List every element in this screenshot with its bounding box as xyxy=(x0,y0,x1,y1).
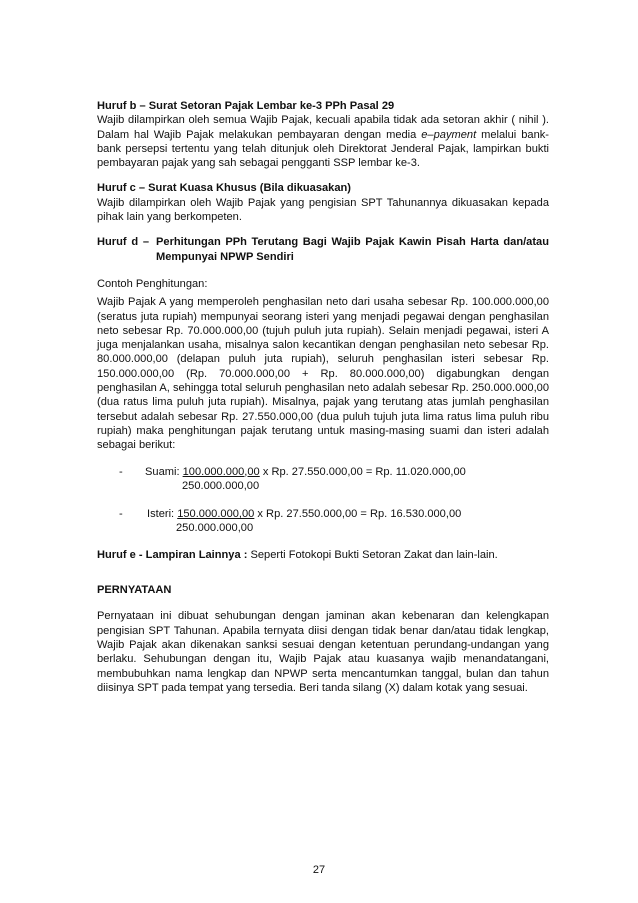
calculation-numerator: 150.000.000,00 xyxy=(177,508,255,521)
section-c xyxy=(97,181,549,224)
section-c-body: Wajib dilampirkan oleh Wajib Pajak yang pengisian SPT Tahunannya dikuasakan kepada pihak lain yang berkompeten. xyxy=(97,196,549,224)
example-body: Wajib Pajak A yang memperoleh penghasilan neto dari usaha sebesar Rp. 100.000.000,00 (seratus juta rupiah) mempunyai seorang isteri yang menjadi pegawai dengan penghasilan neto sebesar Rp. 70.000.000,00 (tujuh puluh juta rupiah). Selain menjadi pegawai, isteri A juga menjalankan usaha, misalnya salon kecantikan dengan penghasilan neto sebesar Rp. 80.000.000,00 (delapan puluh juta rupiah), seluruh penghasilan isteri sebesar Rp. 150.000.000,00 (Rp. 70.000.000,00 + Rp. 80.000.000,00) digabungkan dengan penghasilan A, sehingga total seluruh penghasilan neto adalah sebesar Rp. 250.000.000,00 (dua ratus lima puluh juta rupiah). Misalnya, pajak yang terutang atas jumlah penghasilan tersebut adalah sebesar Rp. 27.550.000,00 (dua puluh tujuh juta lima ratus lima puluh ribu rupiah) maka penghitungan pajak terutang untuk masing-masing suami dan isteri adalah sebagai berikut: xyxy=(97,296,549,452)
statement-title: PERNYATAAN xyxy=(97,584,172,597)
calculation-bullet: - xyxy=(119,465,123,478)
section-b-body xyxy=(97,113,549,170)
section-e xyxy=(97,548,549,562)
section-d-heading xyxy=(97,235,549,264)
calculation-row xyxy=(97,465,549,479)
calculation-bullet: - xyxy=(119,508,123,521)
calculation-row xyxy=(97,507,549,521)
page-number: 27 xyxy=(312,864,326,876)
section-d xyxy=(97,235,549,264)
section-b-body-part1: Wajib dilampirkan oleh semua Wajib Pajak, kecuali apabila tidak ada setoran akhir ( nihil ). Dalam hal Wajib Pajak melakukan pembayaran dengan media xyxy=(97,114,549,141)
section-e-title: Huruf e - Lampiran Lainnya : xyxy=(97,548,248,561)
section-d-label-letter: d xyxy=(131,236,139,249)
calculation-numerator: 100.000.000,00 xyxy=(182,465,260,478)
statement-section xyxy=(97,583,549,695)
calculation-denominator: 250.000.000,00 xyxy=(182,479,260,492)
calculation-isteri xyxy=(97,507,549,536)
calculation-label: Isteri: xyxy=(147,508,178,521)
section-b-body-italic: e–payment xyxy=(421,128,477,141)
section-b xyxy=(97,99,549,170)
calculation-line xyxy=(141,507,461,521)
statement-body: Pernyataan ini dibuat sehubungan dengan jaminan akan kebenaran dan kelengkapan pengisian SPT Tahunan. Apabila ternyata diisi dengan tidak benar dan/atau tidak lengkap, Wajib Pajak akan dikenakan sanksi sesuai dengan ketentuan perundang-undangan yang berlaku. Sehubungan dengan itu, Wajib Pajak atau kuasanya wajib menandatangani, membubuhkan nama lengkap dan NPWP serta mencantumkan tanggal, bulan dan tahun diisinya SPT pada tempat yang tersedia. Beri tanda silang (X) dalam kotak yang sesuai. xyxy=(97,610,549,694)
section-d-label-dash: – xyxy=(142,236,149,249)
section-b-body-part2: melalui bank-bank persepsi tertentu yang telah ditunjuk oleh Direktorat Jenderal Pajak, lampirkan bukti pembayaran pajak yang sah sebagai pengganti SSP lembar ke-3. xyxy=(97,128,549,170)
calculation-rest: x Rp. 27.550.000,00 = Rp. 11.020.000,00 xyxy=(259,465,466,478)
section-d-label-huruf: Huruf xyxy=(97,236,127,249)
section-d-label xyxy=(97,235,149,264)
calculation-suami xyxy=(97,465,549,494)
section-c-title: Huruf c – Surat Kuasa Khusus (Bila dikuasakan) xyxy=(97,182,351,195)
example-heading: Contoh Penghitungan: xyxy=(97,277,208,290)
calculation-rest: x Rp. 27.550.000,00 = Rp. 16.530.000,00 xyxy=(254,508,462,521)
section-d-title: Perhitungan PPh Terutang Bagi Wajib Pajak Kawin Pisah Harta dan/atau Mempunyai NPWP Sendiri xyxy=(156,236,549,263)
calculation-label: Suami: xyxy=(145,465,183,478)
calculation-line xyxy=(141,465,466,479)
page-content xyxy=(97,99,549,695)
section-e-body: Seperti Fotokopi Bukti Setoran Zakat dan lain-lain. xyxy=(247,548,498,561)
calculation-denominator: 250.000.000,00 xyxy=(176,522,254,535)
example xyxy=(97,277,549,453)
section-b-title: Huruf b – Surat Setoran Pajak Lembar ke-3 PPh Pasal 29 xyxy=(97,100,395,112)
